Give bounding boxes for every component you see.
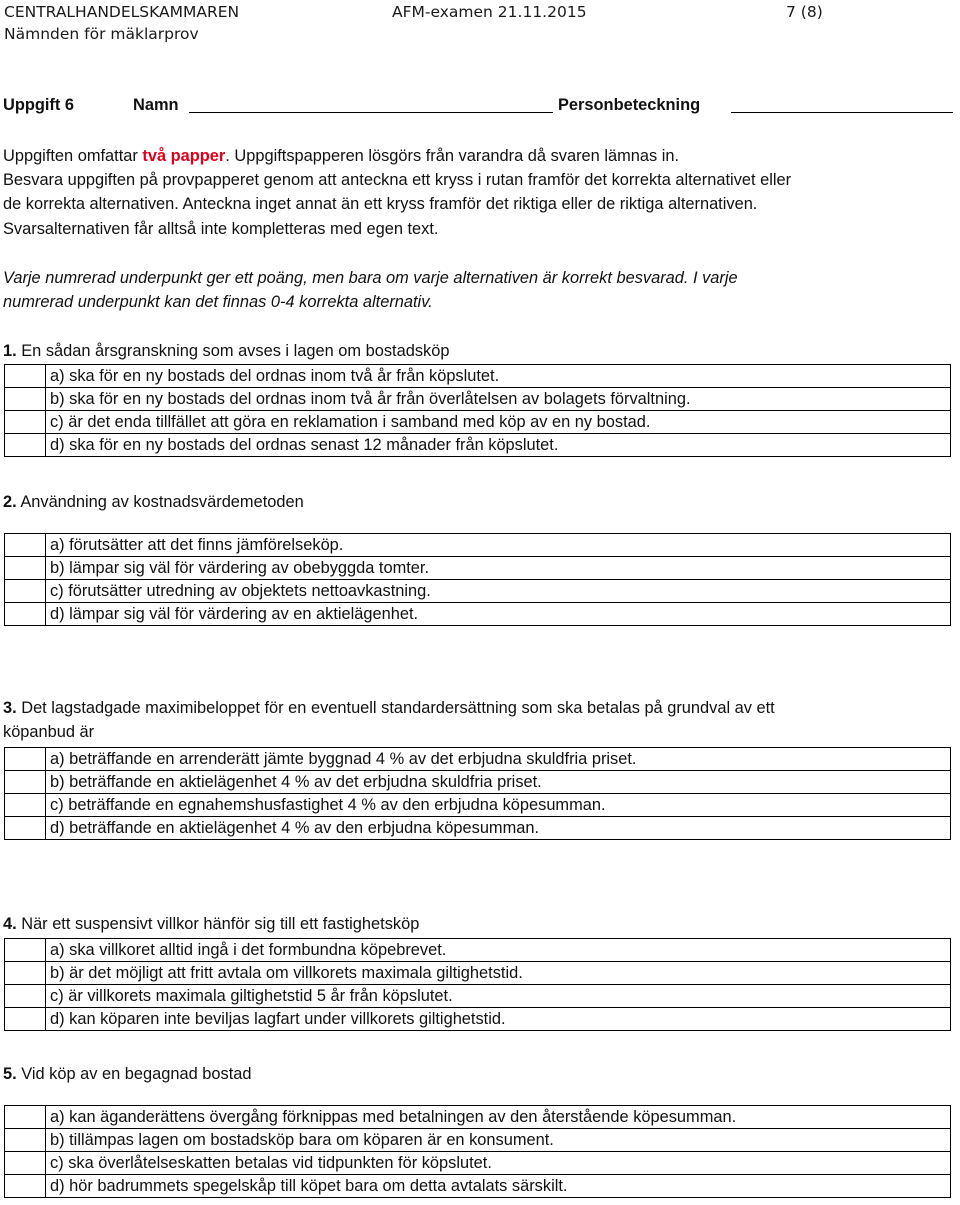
- question-number: 3.: [3, 699, 17, 717]
- options-table-5: [4, 1105, 951, 1198]
- question-number: 2.: [3, 493, 17, 511]
- question-number: 4.: [3, 915, 17, 933]
- options-table-1: [4, 364, 951, 457]
- answer-checkbox[interactable]: [5, 1152, 46, 1175]
- question-text: En sådan årsgranskning som avses i lagen om bostadsköp: [16, 342, 450, 360]
- options-table-2: [4, 533, 951, 626]
- option-row: [5, 794, 951, 817]
- scoring-note-1: Varje numrerad underpunkt ger ett poäng, men bara om varje alternativen är korrekt besvarad. I varje: [3, 269, 738, 287]
- instruction-line-2: Besvara uppgiften på provpapperet genom att anteckna ett kryss i rutan framför det korrekta alternativet eller: [3, 171, 792, 189]
- option-row: [5, 1175, 951, 1198]
- question-5: [3, 1063, 252, 1085]
- option-text: c) beträffande en egnahemshusfastighet 4 % av den erbjudna köpesumman.: [46, 794, 951, 817]
- question-text: När ett suspensivt villkor hänför sig till ett fastighetsköp: [16, 915, 420, 933]
- option-text: b) beträffande en aktielägenhet 4 % av det erbjudna skuldfria priset.: [46, 771, 951, 794]
- header-exam: AFM-examen 21.11.2015: [392, 3, 587, 21]
- option-text: d) beträffande en aktielägenhet 4 % av den erbjudna köpesumman.: [46, 817, 951, 840]
- question-2: [3, 491, 304, 513]
- option-text: c) är villkorets maximala giltighetstid 5 år från köpslutet.: [46, 985, 951, 1008]
- scoring-note-2: numrerad underpunkt kan det finnas 0-4 korrekta alternativ.: [3, 293, 433, 311]
- option-row: [5, 962, 951, 985]
- answer-checkbox[interactable]: [5, 985, 46, 1008]
- option-row: [5, 534, 951, 557]
- option-text: b) lämpar sig väl för värdering av obebyggda tomter.: [46, 557, 951, 580]
- option-row: [5, 771, 951, 794]
- option-text: b) ska för en ny bostads del ordnas inom två år från överlåtelsen av bolagets förvaltning.: [46, 388, 951, 411]
- option-row: [5, 557, 951, 580]
- option-text: c) ska överlåtelseskatten betalas vid tidpunkten för köpslutet.: [46, 1152, 951, 1175]
- question-4: [3, 913, 419, 935]
- answer-checkbox[interactable]: [5, 580, 46, 603]
- option-text: a) ska för en ny bostads del ordnas inom två år från köpslutet.: [46, 365, 951, 388]
- option-row: [5, 388, 951, 411]
- question-text: Användning av kostnadsvärdemetoden: [16, 493, 304, 511]
- answer-checkbox[interactable]: [5, 1106, 46, 1129]
- answer-checkbox[interactable]: [5, 1008, 46, 1031]
- instruction-highlight: två papper: [142, 147, 226, 165]
- option-row: [5, 411, 951, 434]
- option-row: [5, 1129, 951, 1152]
- answer-checkbox[interactable]: [5, 388, 46, 411]
- header-board: Nämnden för mäklarprov: [4, 25, 199, 43]
- options-table-4: [4, 938, 951, 1031]
- answer-checkbox[interactable]: [5, 534, 46, 557]
- header-org: CENTRALHANDELSKAMMAREN: [4, 3, 240, 21]
- answer-checkbox[interactable]: [5, 411, 46, 434]
- option-row: [5, 939, 951, 962]
- option-text: b) är det möjligt att fritt avtala om villkorets maximala giltighetstid.: [46, 962, 951, 985]
- option-text: d) ska för en ny bostads del ordnas senast 12 månader från köpslutet.: [46, 434, 951, 457]
- answer-checkbox[interactable]: [5, 603, 46, 626]
- option-text: d) lämpar sig väl för värdering av en aktielägenhet.: [46, 603, 951, 626]
- option-text: d) kan köparen inte beviljas lagfart under villkorets giltighetstid.: [46, 1008, 951, 1031]
- option-row: [5, 817, 951, 840]
- answer-checkbox[interactable]: [5, 794, 46, 817]
- question-number: 5.: [3, 1065, 17, 1083]
- answer-checkbox[interactable]: [5, 771, 46, 794]
- answer-checkbox[interactable]: [5, 557, 46, 580]
- question-number: 1.: [3, 342, 17, 360]
- option-text: b) tillämpas lagen om bostadsköp bara om köparen är en konsument.: [46, 1129, 951, 1152]
- answer-checkbox[interactable]: [5, 1175, 46, 1198]
- question-3: [3, 697, 775, 719]
- name-label: Namn: [133, 96, 179, 114]
- option-row: [5, 1008, 951, 1031]
- task-title: Uppgift 6: [3, 96, 75, 114]
- option-row: [5, 603, 951, 626]
- question-3-continued: köpanbud är: [3, 723, 95, 741]
- instruction-line-4: Svarsalternativen får alltså inte kompletteras med egen text.: [3, 220, 439, 238]
- answer-checkbox[interactable]: [5, 939, 46, 962]
- id-label: Personbeteckning: [558, 96, 701, 114]
- answer-checkbox[interactable]: [5, 434, 46, 457]
- question-text: Vid köp av en begagnad bostad: [16, 1065, 252, 1083]
- answer-checkbox[interactable]: [5, 365, 46, 388]
- option-text: c) förutsätter utredning av objektets nettoavkastning.: [46, 580, 951, 603]
- option-text: a) förutsätter att det finns jämförelseköp.: [46, 534, 951, 557]
- option-text: c) är det enda tillfället att göra en reklamation i samband med köp av en ny bostad.: [46, 411, 951, 434]
- instruction-line-1: [3, 145, 679, 167]
- header-page: 7 (8): [786, 3, 823, 21]
- option-text: d) hör badrummets spegelskåp till köpet bara om detta avtalats särskilt.: [46, 1175, 951, 1198]
- option-row: [5, 1106, 951, 1129]
- instruction-text: . Uppgiftspapperen lösgörs från varandra då svaren lämnas in.: [225, 147, 680, 165]
- options-table-3: [4, 747, 951, 840]
- answer-checkbox[interactable]: [5, 817, 46, 840]
- question-text: Det lagstadgade maximibeloppet för en eventuell standardersättning som ska betalas på grundval av ett: [16, 699, 775, 717]
- answer-checkbox[interactable]: [5, 962, 46, 985]
- option-row: [5, 748, 951, 771]
- option-row: [5, 580, 951, 603]
- option-text: a) ska villkoret alltid ingå i det formbundna köpebrevet.: [46, 939, 951, 962]
- id-field[interactable]: [731, 112, 953, 113]
- option-text: a) kan äganderättens övergång förknippas med betalningen av den återstående köpesumman.: [46, 1106, 951, 1129]
- answer-checkbox[interactable]: [5, 748, 46, 771]
- instruction-text: Uppgiften omfattar: [3, 147, 143, 165]
- instruction-line-3: de korrekta alternativen. Anteckna inget annat än ett kryss framför det riktiga eller de riktiga alternativen.: [3, 195, 758, 213]
- option-row: [5, 365, 951, 388]
- answer-checkbox[interactable]: [5, 1129, 46, 1152]
- option-text: a) beträffande en arrenderätt jämte byggnad 4 % av det erbjudna skuldfria priset.: [46, 748, 951, 771]
- option-row: [5, 434, 951, 457]
- question-1: [3, 340, 449, 362]
- option-row: [5, 985, 951, 1008]
- name-field[interactable]: [189, 112, 553, 113]
- option-row: [5, 1152, 951, 1175]
